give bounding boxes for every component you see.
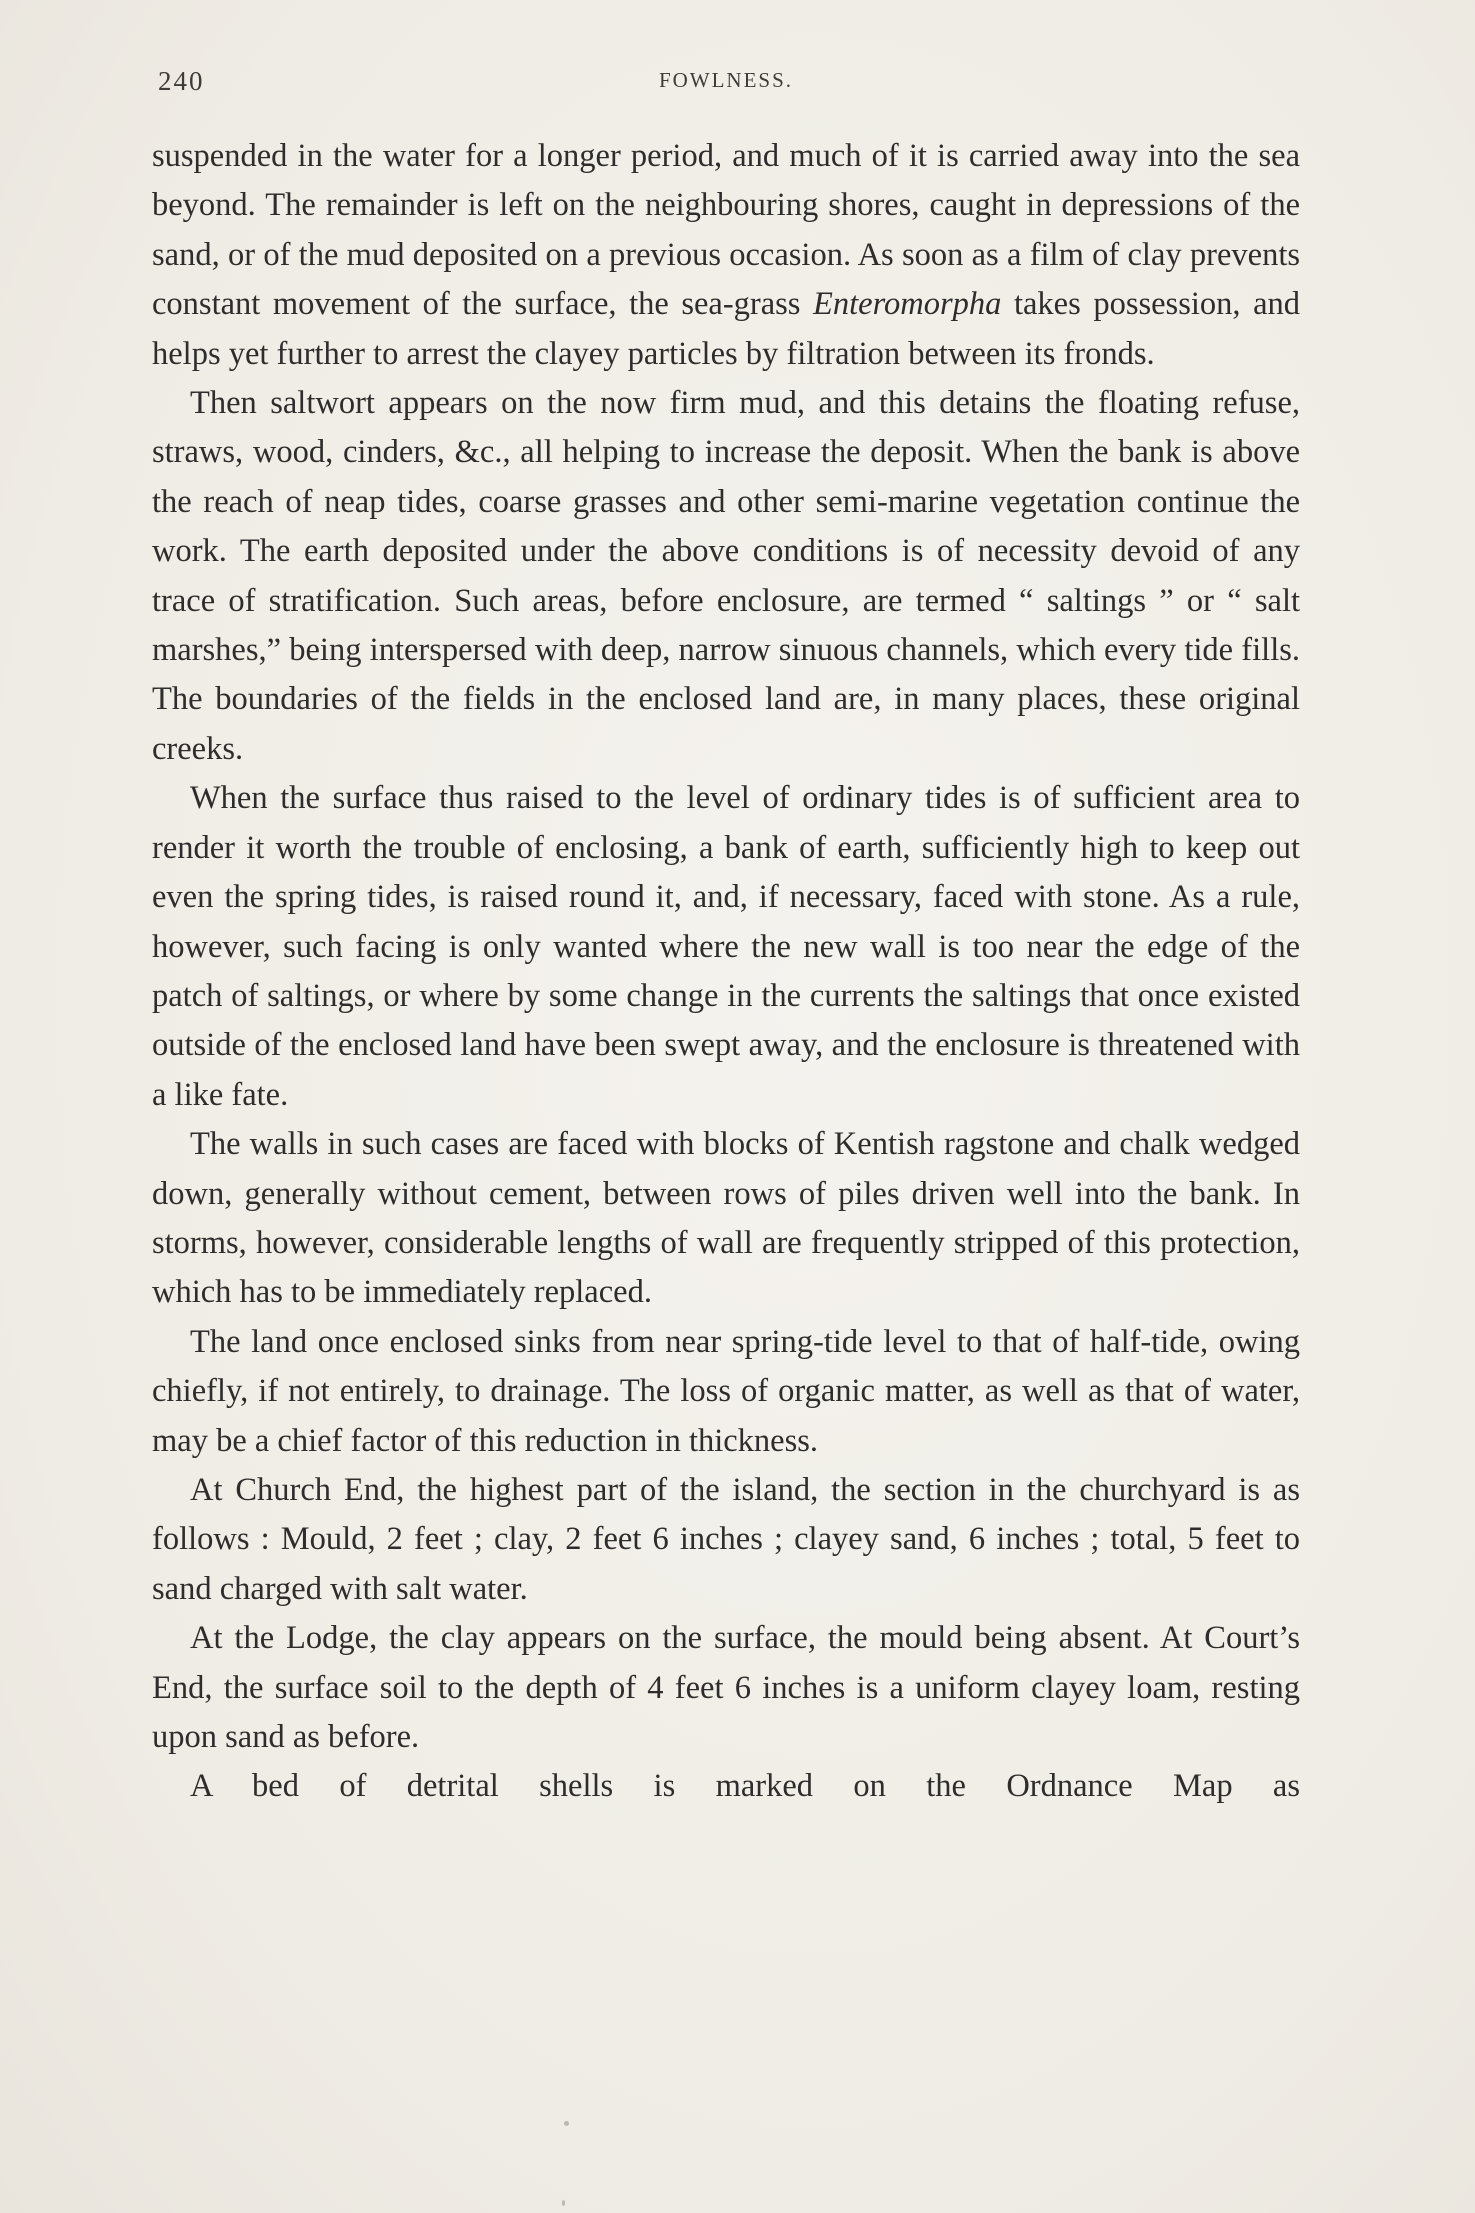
paragraph-1-text-start: suspended in the water for a longer period, and much of it is carried away into the sea beyond. The remainder is left on the neighbouring shores, caught in depressions of the sand, or of the mud deposited on a previous occasion. As soon as a film of clay prevents constant movement of the surface, the sea-grass xyxy=(152,138,1300,323)
running-head: FOWLNESS. xyxy=(658,68,794,92)
paragraph-3: When the surface thus raised to the level of ordinary tides is of sufficient area to render it worth the trouble of enclosing, a bank of earth, sufficiently high to keep out even the spring tides, is raised round it, and, if necessary, faced with stone. As a rule, however, such facing is only wanted where the new wall is too near the edge of the patch of saltings, or where by some change in the currents the saltings that once existed outside of the enclosed land have been swept away, and the enclosure is threatened with a like fate. xyxy=(152,780,1300,1113)
paragraph-4: The walls in such cases are faced with blocks of Kentish ragstone and chalk wedged down, generally without cement, between rows of piles driven well into the bank. In storms, however, considerable lengths of wall are frequently stripped of this protection, which has to be immediately replaced. xyxy=(152,1126,1300,1311)
paragraph-5: The land once enclosed sinks from near spring-tide level to that of half-tide, owing chiefly, if not entirely, to drainage. The loss of organic matter, as well as that of water, may be a chief factor of this reduction in thickness. xyxy=(152,1323,1300,1459)
italic-term: Enteromorpha xyxy=(813,286,1002,323)
paragraph-2: Then saltwort appears on the now firm mud, and this detains the floating refuse, straws, wood, cinders, &c., all helping to increase the deposit. When the bank is above the reach of neap tides, coarse grasses and other semi-marine vegetation continue the work. The earth deposited under the above conditions is of necessity devoid of any trace of stratification. Such areas, before enclosure, are termed “ saltings ” or “ salt marshes,” being interspersed with deep, narrow sinuous channels, which every tide fills. The boundaries of the fields in the enclosed land are, in many places, these original creeks. xyxy=(152,385,1300,767)
paragraph-1-text-end: takes possession, and helps yet further to arrest the clayey particles by filtration between its fronds. xyxy=(152,286,1300,372)
page-header xyxy=(152,66,1300,102)
page-number: 240 xyxy=(158,66,205,96)
paragraph-6: At Church End, the highest part of the island, the section in the churchyard is as follows : Mould, 2 feet ; clay, 2 feet 6 inches ; clayey sand, 6 inches ; total, 5 feet to sand charged with salt water. xyxy=(152,1471,1300,1607)
paragraph-8: A bed of detrital shells is marked on the Ordnance Map as xyxy=(190,1768,1300,1805)
body-text xyxy=(152,132,1300,1812)
paragraph-7: At the Lodge, the clay appears on the surface, the mould being absent. At Court’s End, the surface soil to the depth of 4 feet 6 inches is a uniform clayey loam, resting upon sand as before. xyxy=(152,1620,1300,1755)
paper-speck xyxy=(562,2200,565,2206)
paper-speck xyxy=(564,2121,569,2126)
paragraph-1 xyxy=(152,132,1300,379)
